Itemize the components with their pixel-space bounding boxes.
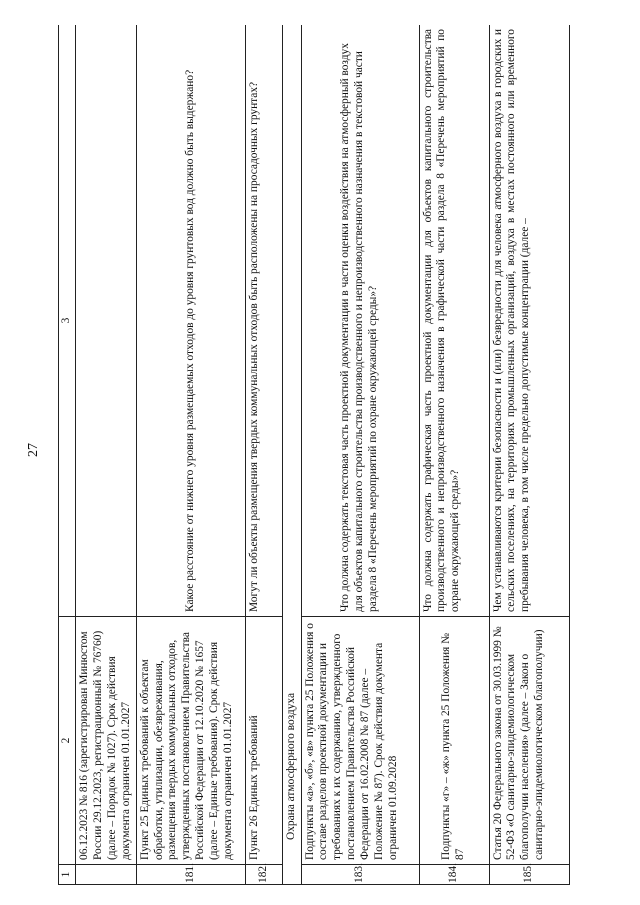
rotated-table-container (58, 25, 620, 885)
section-heading: Охрана атмосферного воздуха (282, 25, 301, 885)
header-col-1: 1 (59, 865, 76, 885)
row-question: Могут ли объекты размещения твердых коммунальных отходов быть расположены на просадочных грунтах? (245, 25, 282, 617)
row-number: 181. (136, 865, 245, 885)
row-number: 182. (245, 865, 282, 885)
table-row (76, 25, 137, 885)
row-question: Чем устанавливаются критерии безопасности и (или) безвредности для человека атмосферного воздуха в городских и сельских поселениях, на территориях промышленных организаций, воздуха в местах постоянного или временного пребывания человека, в том числе предельно допустимые концентрации (далее – (489, 25, 569, 617)
section-row (282, 25, 301, 885)
header-col-3: 3 (59, 25, 76, 617)
row-legal-basis: Статья 20 Федерального закона от 30.03.1999 № 52-ФЗ «О санитарно-эпидемиологическом благополучии населения» (далее – Закон о санитарно-эпидемиологическом благополучии) (489, 617, 569, 865)
table-row (489, 25, 569, 885)
row-number: 183. (301, 865, 419, 885)
page-number (22, 430, 46, 470)
row-legal-basis: Пункт 26 Единых требований (245, 617, 282, 865)
row-question: Что должна содержать графическая часть проектной документации для объектов капитального строительства производственного и непроизводственного назначения в графической части раздела 8 «Перечень мероприятий по охране окружающей среды»? (419, 25, 489, 617)
page-number-text: 27 (26, 443, 41, 457)
row-legal-basis: 06.12.2023 № 816 (зарегистрирован Минюстом России 29.12.2023, регистрационный № 76760) (далее – Порядок № 1027). Срок действия документа ограничен 01.01.2027 (76, 617, 137, 865)
table-row (245, 25, 282, 885)
row-question: Какое расстояние от нижнего уровня размещаемых отходов до уровня грунтовых вод должно быть выдержано? (136, 25, 245, 617)
row-number: 185. (489, 865, 569, 885)
row-number: 184. (419, 865, 489, 885)
row-legal-basis: Подпункты «г» – «ж» пункта 25 Положения № 87 (419, 617, 489, 865)
requirements-table (58, 25, 570, 885)
row-legal-basis: Подпункты «а», «б», «в» пункта 25 Положения о составе разделов проектной документации и требованиях к их содержанию, утвержденного постановлением Правительства Российской Федерации от 16.02.2008 № 87 (далее – Положение № 87). Срок действия документа ограничен 01.09.2028 (301, 617, 419, 865)
header-col-2: 2 (59, 617, 76, 865)
row-legal-basis: Пункт 25 Единых требований к объектам обработки, утилизации, обезвреживания, размещения твердых коммунальных отходов, утвержденных постановлением Правительства Российской Федерации от 12.10.2020 № 1657 (далее – Единые требования). Срок действия документа ограничен 01.01.2027 (136, 617, 245, 865)
document-sheet (58, 25, 620, 885)
table-row (419, 25, 489, 885)
row-number (76, 865, 137, 885)
table-row (136, 25, 245, 885)
table-header-row (59, 25, 76, 885)
row-question (76, 25, 137, 617)
row-question: Что должна содержать текстовая часть проектной документации в части оценки воздействия на атмосферный воздух для объектов капитального строительства производственного и непроизводственного назначения в текстовой части раздела 8 «Перечень мероприятий по охране окружающей среды»? (301, 25, 419, 617)
table-row (301, 25, 419, 885)
